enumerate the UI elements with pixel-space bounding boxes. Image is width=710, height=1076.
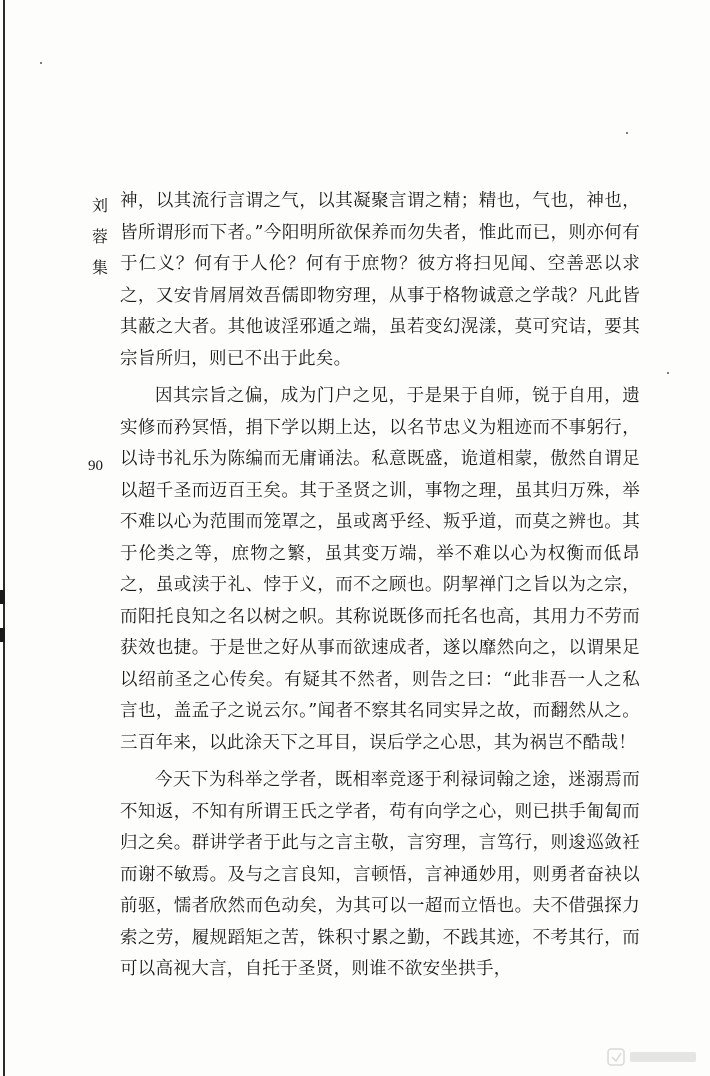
scan-speck <box>626 132 628 134</box>
binding-mark <box>0 590 5 604</box>
side-title-char: 集 <box>91 258 108 277</box>
paragraph: 今天下为科举之学者，既相率竞逐于利禄词翰之途，迷溺焉而不知返，不知有所谓王氏之学者，苟有向学之心，则已拱手匍匐而归之矣。群讲学者于此与之言主敬，言穷理，言笃行，则逡巡敛衽而谢不敏焉。及与之言良知，言顿悟，言神通妙用，则勇者奋袂以前驱，懦者欣然而色动矣，为其可以一超而立悟也。夫不借强探力索之劳，履规蹈矩之苦，铢积寸累之勤，不践其迹，不考其行，而可以高视大言，自托于圣贤，则谁不欲安坐拱手， <box>120 770 640 979</box>
side-title-char: 蓉 <box>91 227 108 246</box>
side-title-char: 刘 <box>91 196 108 215</box>
main-text <box>120 186 640 986</box>
scan-speck <box>667 372 669 374</box>
paragraph: 神，以其流行言谓之气，以其凝聚言谓之精；精也，气也，神也，皆所谓形而下者。”今阳明所欲保养而勿失者，惟此而已，则亦何有于仁义？何有于人伦？何有于庶物？彼方将扫见闻、空善恶以求之，又安肯屑屑效吾儒即物穷理，从事于格物诚意之学哉？凡此皆其蔽之大者。其他诐淫邪遁之端，虽若变幻滉漾，莫可究诘，要其宗旨所归，则已不出于此矣。 <box>120 191 640 369</box>
paragraph: 因其宗旨之偏，成为门户之见，于是果于自师，锐于自用，遗实修而矜冥悟，捐下学以期上达，以名节忠义为粗迹而不事躬行，以诗书礼乐为陈编而无庸诵法。私意既盛，诡道相蒙，傲然自谓足以超千圣而迈百王矣。其于圣贤之训，事物之理，虽其归万殊，举不难以心为范围而笼罩之，虽或离乎经、叛乎道，而莫之辨也。其于伦类之等，庶物之繁，虽其变万端，举不难以心为权衡而低昂之，虽或渎于礼、悖于义，而不之顾也。阴挈禅门之旨以为之宗，而阳托良知之名以树之帜。其称说既侈而托名也高，其用力不劳而获效也捷。于是世之好从事而欲速成者，遂以靡然向之，以谓果足以绍前圣之心传矣。有疑其不然者，则告之曰：“此非吾一人之私言也，盖孟子之说云尔。”闻者不察其名同实异之故，而翻然从之。三百年来，以此涂天下之耳目，误后学之心思，其为祸岂不酷哉！ <box>120 386 640 753</box>
scan-speck <box>40 62 42 64</box>
binding-mark <box>0 628 5 642</box>
binding-edge <box>3 0 5 1076</box>
page-number: 90 <box>88 458 103 474</box>
book-side-title <box>90 190 110 283</box>
watermark-logo <box>606 1046 702 1068</box>
